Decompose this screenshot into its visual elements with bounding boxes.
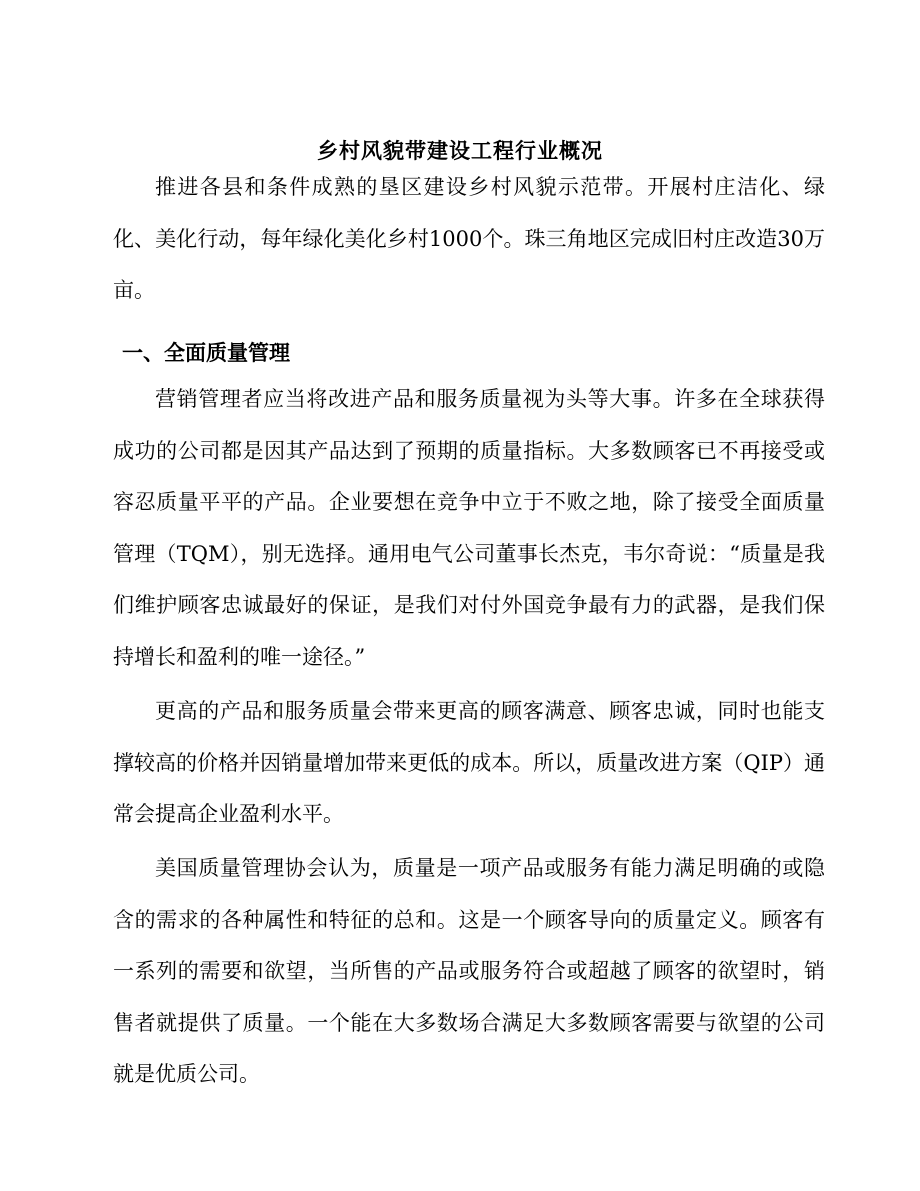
intro-paragraph: 推进各县和条件成熟的垦区建设乡村风貌示范带。开展村庄洁化、绿化、美化行动，每年绿化美化乡村1000个。珠三角地区完成旧村庄改造30万亩。 <box>113 175 825 303</box>
body-paragraph: 更高的产品和服务质量会带来更高的顾客满意、顾客忠诚，同时也能支撑较高的价格并因销量增加带来更低的成本。所以，质量改进方案（QIP）通常会提高企业盈利水平。 <box>113 699 825 827</box>
section-heading: 一、全面质量管理 <box>122 340 290 365</box>
document-title: 乡村风貌带建设工程行业概况 <box>317 138 603 164</box>
body-paragraph: 美国质量管理协会认为，质量是一项产品或服务有能力满足明确的或隐含的需求的各种属性和特征的总和。这是一个顾客导向的质量定义。顾客有一系列的需要和欲望，当所售的产品或服务符合或超越了顾客的欲望时，销售者就提供了质量。一个能在大多数场合满足大多数顾客需要与欲望的公司就是优质公司。 <box>113 856 825 1087</box>
body-paragraph: 营销管理者应当将改进产品和服务质量视为头等大事。许多在全球获得成功的公司都是因其产品达到了预期的质量指标。大多数顾客已不再接受或容忍质量平平的产品。企业要想在竞争中立于不败之地，除了接受全面质量管理（TQM），别无选择。通用电气公司董事长杰克，韦尔奇说：“质量是我们维护顾客忠诚最好的保证，是我们对付外国竞争最有力的武器，是我们保持增长和盈利的唯一途径。” <box>113 387 825 669</box>
